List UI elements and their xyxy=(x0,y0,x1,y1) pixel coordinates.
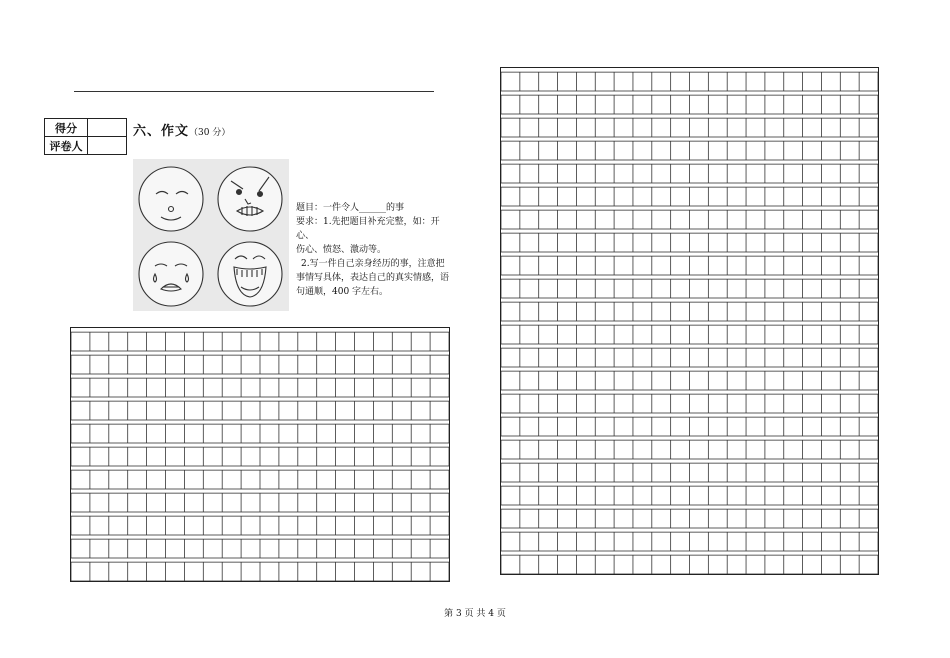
laughing-face-icon xyxy=(218,242,282,306)
essay-topic: 题目：一件令人______的事 xyxy=(296,203,405,213)
requirement-2c: 句通顺，400 字左右。 xyxy=(296,287,389,297)
score-label: 得分 xyxy=(45,119,88,137)
emotion-faces-svg xyxy=(133,159,289,311)
header-rule xyxy=(74,91,434,92)
section-title-text: 六、作文 xyxy=(133,124,190,139)
angry-face-icon xyxy=(218,167,282,231)
requirement-2b: 事情写具体，表达自己的真实情感，语 xyxy=(296,273,450,283)
crying-face-icon xyxy=(139,242,203,306)
score-value-cell[interactable] xyxy=(88,119,127,137)
writing-grid-left[interactable] xyxy=(70,327,450,582)
requirement-2a: 2.写一件自己亲身经历的事，注意把 xyxy=(301,259,445,269)
writing-grid-left-lines xyxy=(71,328,449,581)
emotion-faces-image xyxy=(133,159,289,311)
section-title xyxy=(133,120,230,139)
essay-prompt xyxy=(296,201,456,299)
section-points: （30 分） xyxy=(189,128,231,138)
grader-row xyxy=(45,137,127,155)
page-number: 第 3 页 共 4 页 xyxy=(444,609,506,619)
requirement-1b: 伤心、愤怒、激动等。 xyxy=(296,245,387,255)
writing-grid-right[interactable] xyxy=(500,67,879,575)
writing-grid-right-lines xyxy=(501,68,878,574)
smiling-face-icon xyxy=(139,167,203,231)
score-table xyxy=(44,118,127,155)
score-row xyxy=(45,119,127,137)
grader-label: 评卷人 xyxy=(45,137,88,155)
requirement-1a: 要求：1.先把题目补充完整，如：开心、 xyxy=(296,217,440,241)
grader-value-cell[interactable] xyxy=(88,137,127,155)
